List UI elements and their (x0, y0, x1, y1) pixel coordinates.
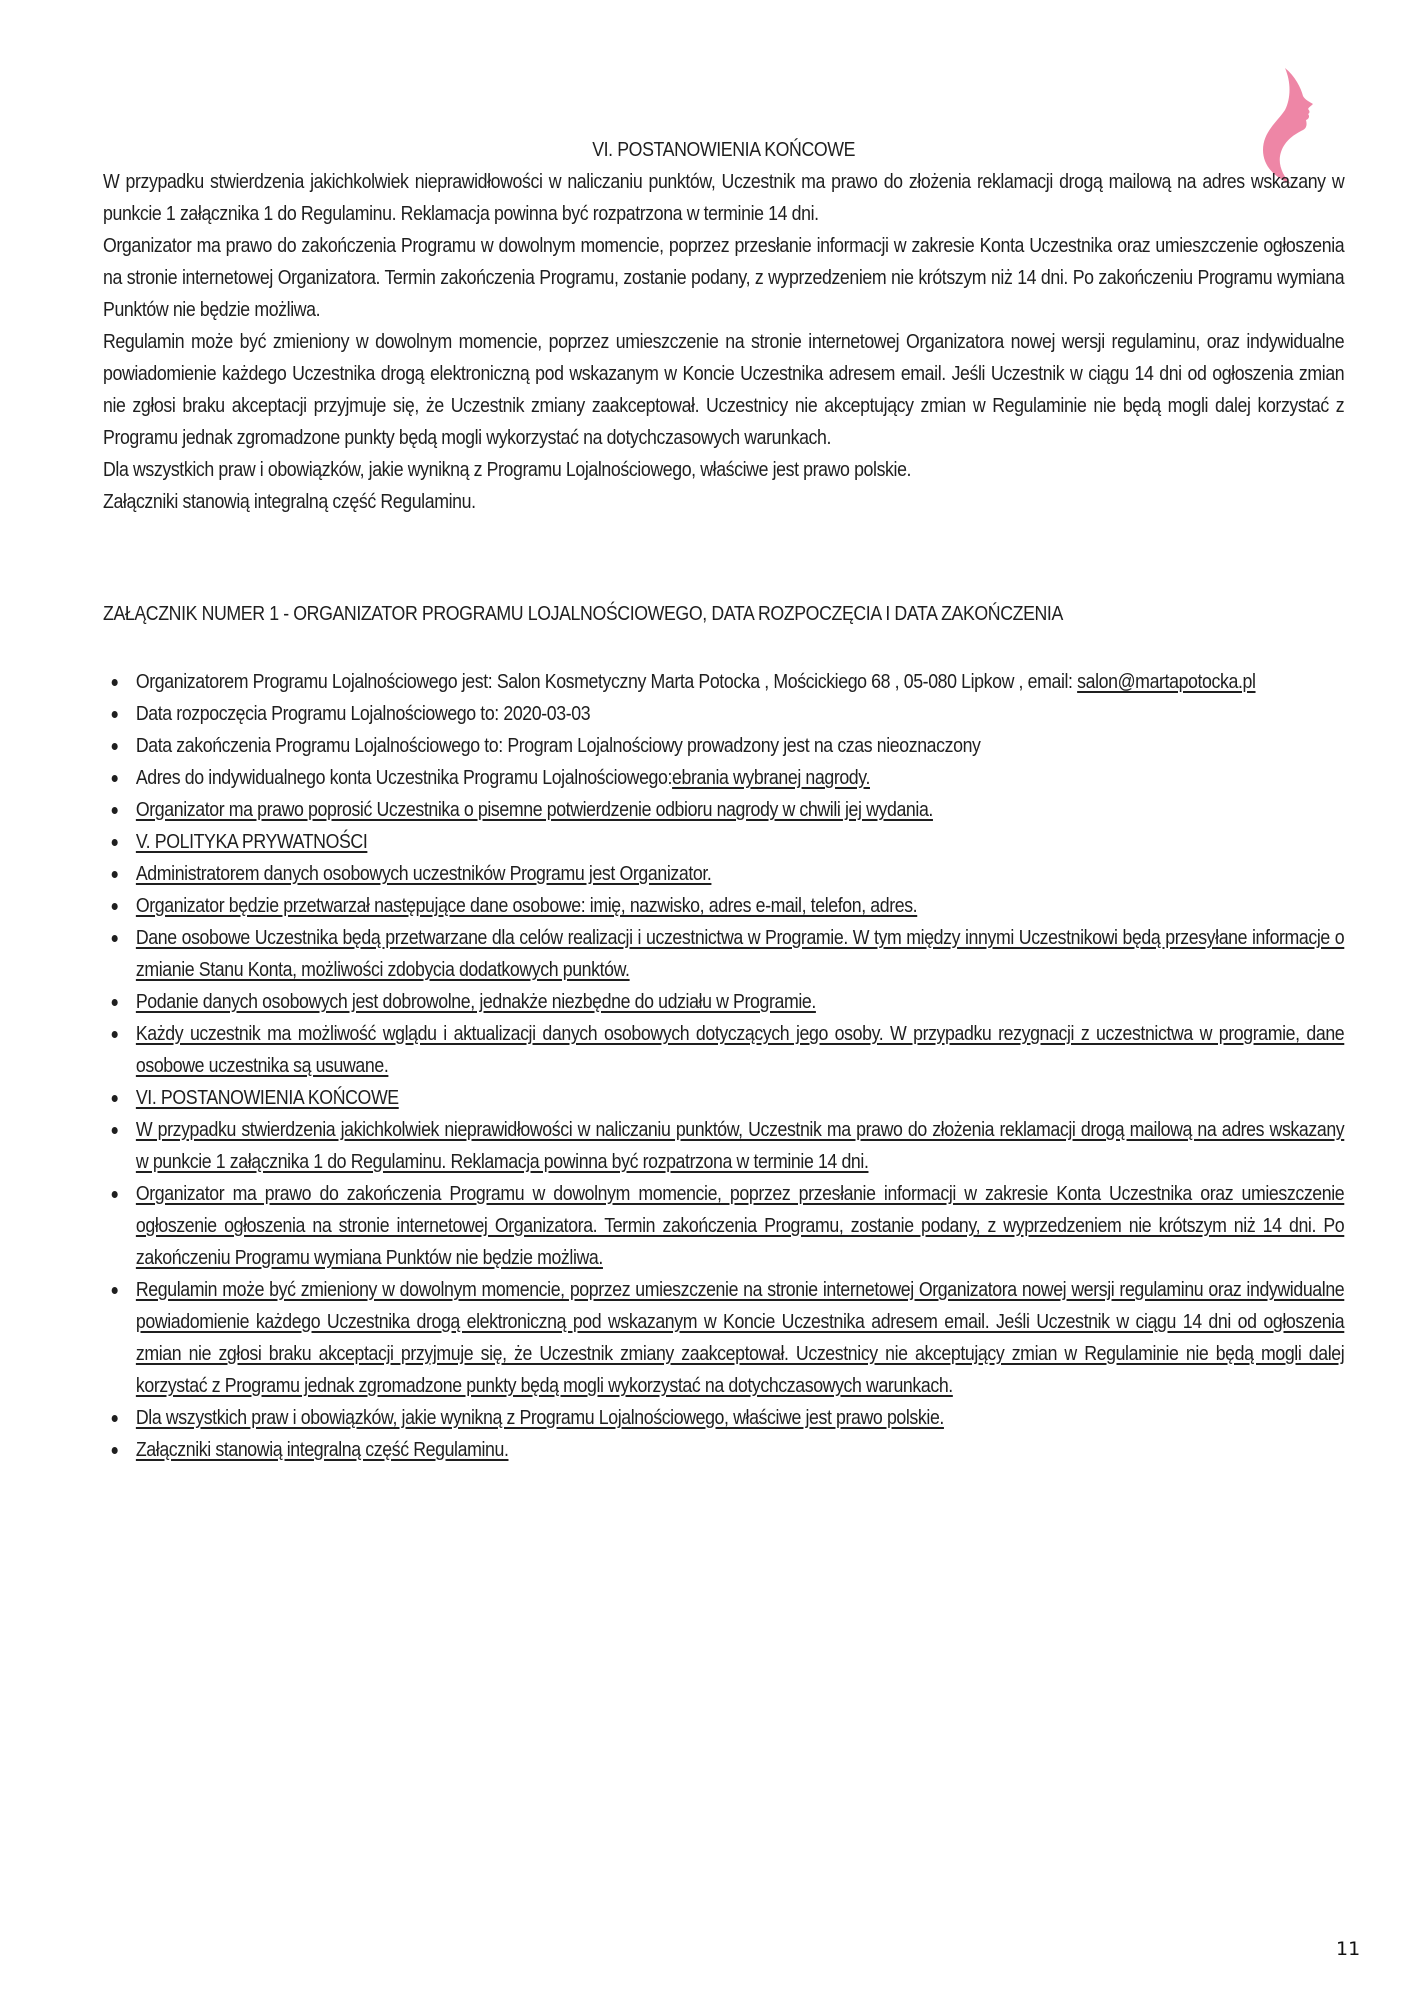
data-access-link[interactable]: Każdy uczestnik ma możliwość wglądu i aktualizacji danych osobowych dotyczących jego osoby. W przypadku rezygnacji z uczestnictwa w programie, dane osobowe uczestnika są usuwane. (135, 1022, 1345, 1077)
organizer-email-link[interactable]: salon@martapotocka.pl (1077, 670, 1256, 693)
list-item-start-date (103, 698, 1344, 730)
bullet-icon (112, 1415, 118, 1422)
list-item-organizer (103, 666, 1344, 698)
program-termination-link[interactable]: Organizator ma prawo do zakończenia Programu w dowolnym momencie, poprzez przesłanie informacji w zakresie Konta Uczestnika oraz umieszczenie ogłoszenie ogłoszenia na stronie internetowej Organizatora. Termin zakończenia Programu, zostanie podany, z wyprzedzeniem nie krótszym niż 14 dni. Po zakończeniu Programu wymiana Punktów nie będzie możliwa. (135, 1182, 1345, 1269)
regulation-changes-link[interactable]: Regulamin może być zmieniony w dowolnym momencie, poprzez umieszczenie na stronie internetowej Organizatora nowej wersji regulaminu oraz indywidualne powiadomienie każdego Uczestnika drogą elektroniczną pod wskazanym w Koncie Uczestnika adresem email. Jeśli Uczestnik w ciągu 14 dni od ogłoszenia zmian nie zgłosi braku akceptacji przyjmuje się, że Uczestnik zmiany zaakceptował. Uczestnicy nie akceptujący zmian w Regulaminie nie będą mogli dalej korzystać z Programu jednak zgromadzone punkty będą mogli wykorzystać na dotychczasowych warunkach. (135, 1278, 1345, 1397)
reward-confirmation-link[interactable]: Organizator ma prawo poprosić Uczestnika o pisemne potwierdzenie odbioru nagrody w chwili jej wydania. (135, 798, 933, 821)
end-date-text: Data zakończenia Programu Lojalnościowego to: Program Lojalnościowy prowadzony jest na czas nieoznaczony (135, 734, 981, 757)
organizer-text: Organizatorem Programu Lojalnościowego jest: Salon Kosmetyczny Marta Potocka , Mościckiego 68 , 05-080 Lipkow , email: (135, 670, 1078, 693)
list-item-account-address (103, 762, 1344, 794)
governing-law-link[interactable]: Dla wszystkich praw i obowiązków, jakie wynikną z Programu Lojalnościowego, właściwe jest prawo polskie. (135, 1406, 944, 1429)
list-item-link[interactable] (103, 1274, 1344, 1402)
complaints-link[interactable]: W przypadku stwierdzenia jakichkolwiek nieprawidłowości w naliczaniu punktów, Uczestnik ma prawo do złożenia reklamacji drogą mailową na adres wskazany w punkcie 1 załącznika 1 do Regulaminu. Reklamacja powinna być rozpatrzona w terminie 14 dni. (135, 1118, 1345, 1173)
paragraph-program-termination: Organizator ma prawo do zakończenia Programu w dowolnym momencie, poprzez przesłanie informacji w zakresie Konta Uczestnika oraz umieszczenie ogłoszenia na stronie internetowej Organizatora. Termin zakończenia Programu, zostanie podany, z wyprzedzeniem nie krótszym niż 14 dni. Po zakończeniu Programu wymiana Punktów nie będzie możliwa. (103, 234, 1345, 321)
section-title-final-provisions: VI. POSTANOWIENIA KOŃCOWE (592, 138, 856, 161)
bullet-icon (112, 839, 118, 846)
list-item-link[interactable] (103, 922, 1344, 986)
bullet-icon (112, 711, 118, 718)
paragraph-governing-law: Dla wszystkich praw i obowiązków, jakie wynikną z Programu Lojalnościowego, właściwe jest prawo polskie. (103, 458, 912, 481)
list-item-link[interactable] (103, 1114, 1344, 1178)
account-address-link[interactable]: ebrania wybranej nagrody. (672, 766, 870, 789)
list-item-link[interactable] (103, 1082, 1344, 1114)
data-administrator-link[interactable]: Administratorem danych osobowych uczestników Programu jest Organizator. (135, 862, 712, 885)
bullet-icon (112, 679, 118, 686)
bullet-icon (112, 871, 118, 878)
list-item-link[interactable] (103, 1402, 1344, 1434)
paragraph-complaints: W przypadku stwierdzenia jakichkolwiek nieprawidłowości w naliczaniu punktów, Uczestnik ma prawo do złożenia reklamacji drogą mailową na adres wskazany w punkcie 1 załącznika 1 do Regulaminu. Reklamacja powinna być rozpatrzona w terminie 14 dni. (103, 170, 1345, 225)
privacy-policy-link[interactable]: V. POLITYKA PRYWATNOŚCI (135, 830, 368, 853)
data-processing-purpose-link[interactable]: Dane osobowe Uczestnika będą przetwarzane dla celów realizacji i uczestnictwa w Programie. W tym między innymi Uczestnikowi będą przesyłane informacje o zmianie Stanu Konta, możliwości zdobycia dodatkowych punktów. (135, 926, 1345, 981)
bullet-icon (112, 775, 118, 782)
list-item-link[interactable] (103, 826, 1344, 858)
list-item-link[interactable] (103, 890, 1344, 922)
personal-data-scope-link[interactable]: Organizator będzie przetwarzał następujące dane osobowe: imię, nazwisko, adres e-mail, telefon, adres. (135, 894, 918, 917)
voluntary-data-link[interactable]: Podanie danych osobowych jest dobrowolne, jednakże niezbędne do udziału w Programie. (135, 990, 816, 1013)
annex-1-title: ZAŁĄCZNIK NUMER 1 - ORGANIZATOR PROGRAMU LOJALNOŚCIOWEGO, DATA ROZPOCZĘCIA I DATA ZAKOŃCZENIA (103, 602, 1063, 625)
paragraph-annexes: Załączniki stanowią integralną część Regulaminu. (103, 490, 476, 513)
list-item-link[interactable] (103, 986, 1344, 1018)
bullet-icon (112, 1095, 118, 1102)
list-item-link[interactable] (103, 794, 1344, 826)
bullet-icon (112, 1447, 118, 1454)
paragraph-regulation-changes: Regulamin może być zmieniony w dowolnym momencie, poprzez umieszczenie na stronie internetowej Organizatora nowej wersji regulaminu, oraz indywidualne powiadomienie każdego Uczestnika drogą elektroniczną pod wskazanym w Koncie Uczestnika adresem email. Jeśli Uczestnik w ciągu 14 dni od ogłoszenia zmian nie zgłosi braku akceptacji przyjmuje się, że Uczestnik zmiany zaakceptował. Uczestnicy nie akceptujący zmian w Regulaminie nie będą mogli dalej korzystać z Programu jednak zgromadzone punkty będą mogli wykorzystać na dotychczasowych warunkach. (103, 330, 1345, 449)
bullet-icon (112, 903, 118, 910)
page-number: 11 (1336, 1938, 1361, 1960)
list-item-link[interactable] (103, 1178, 1344, 1274)
annexes-link[interactable]: Załączniki stanowią integralną część Regulaminu. (135, 1438, 509, 1461)
bullet-icon (112, 807, 118, 814)
list-item-end-date (103, 730, 1344, 762)
bullet-icon (112, 1287, 118, 1294)
start-date-text: Data rozpoczęcia Programu Lojalnościowego to: 2020-03-03 (135, 702, 591, 725)
list-item-link[interactable] (103, 1018, 1344, 1082)
annex-1-list (103, 666, 1344, 1466)
bullet-icon (112, 1031, 118, 1038)
bullet-icon (112, 935, 118, 942)
bullet-icon (112, 999, 118, 1006)
document-body (103, 134, 1345, 1466)
bullet-icon (112, 743, 118, 750)
bullet-icon (112, 1127, 118, 1134)
list-item-link[interactable] (103, 1434, 1344, 1466)
final-provisions-link[interactable]: VI. POSTANOWIENIA KOŃCOWE (135, 1086, 399, 1109)
account-address-text: Adres do indywidualnego konta Uczestnika Programu Lojalnościowego: (135, 766, 673, 789)
list-item-link[interactable] (103, 858, 1344, 890)
bullet-icon (112, 1191, 118, 1198)
